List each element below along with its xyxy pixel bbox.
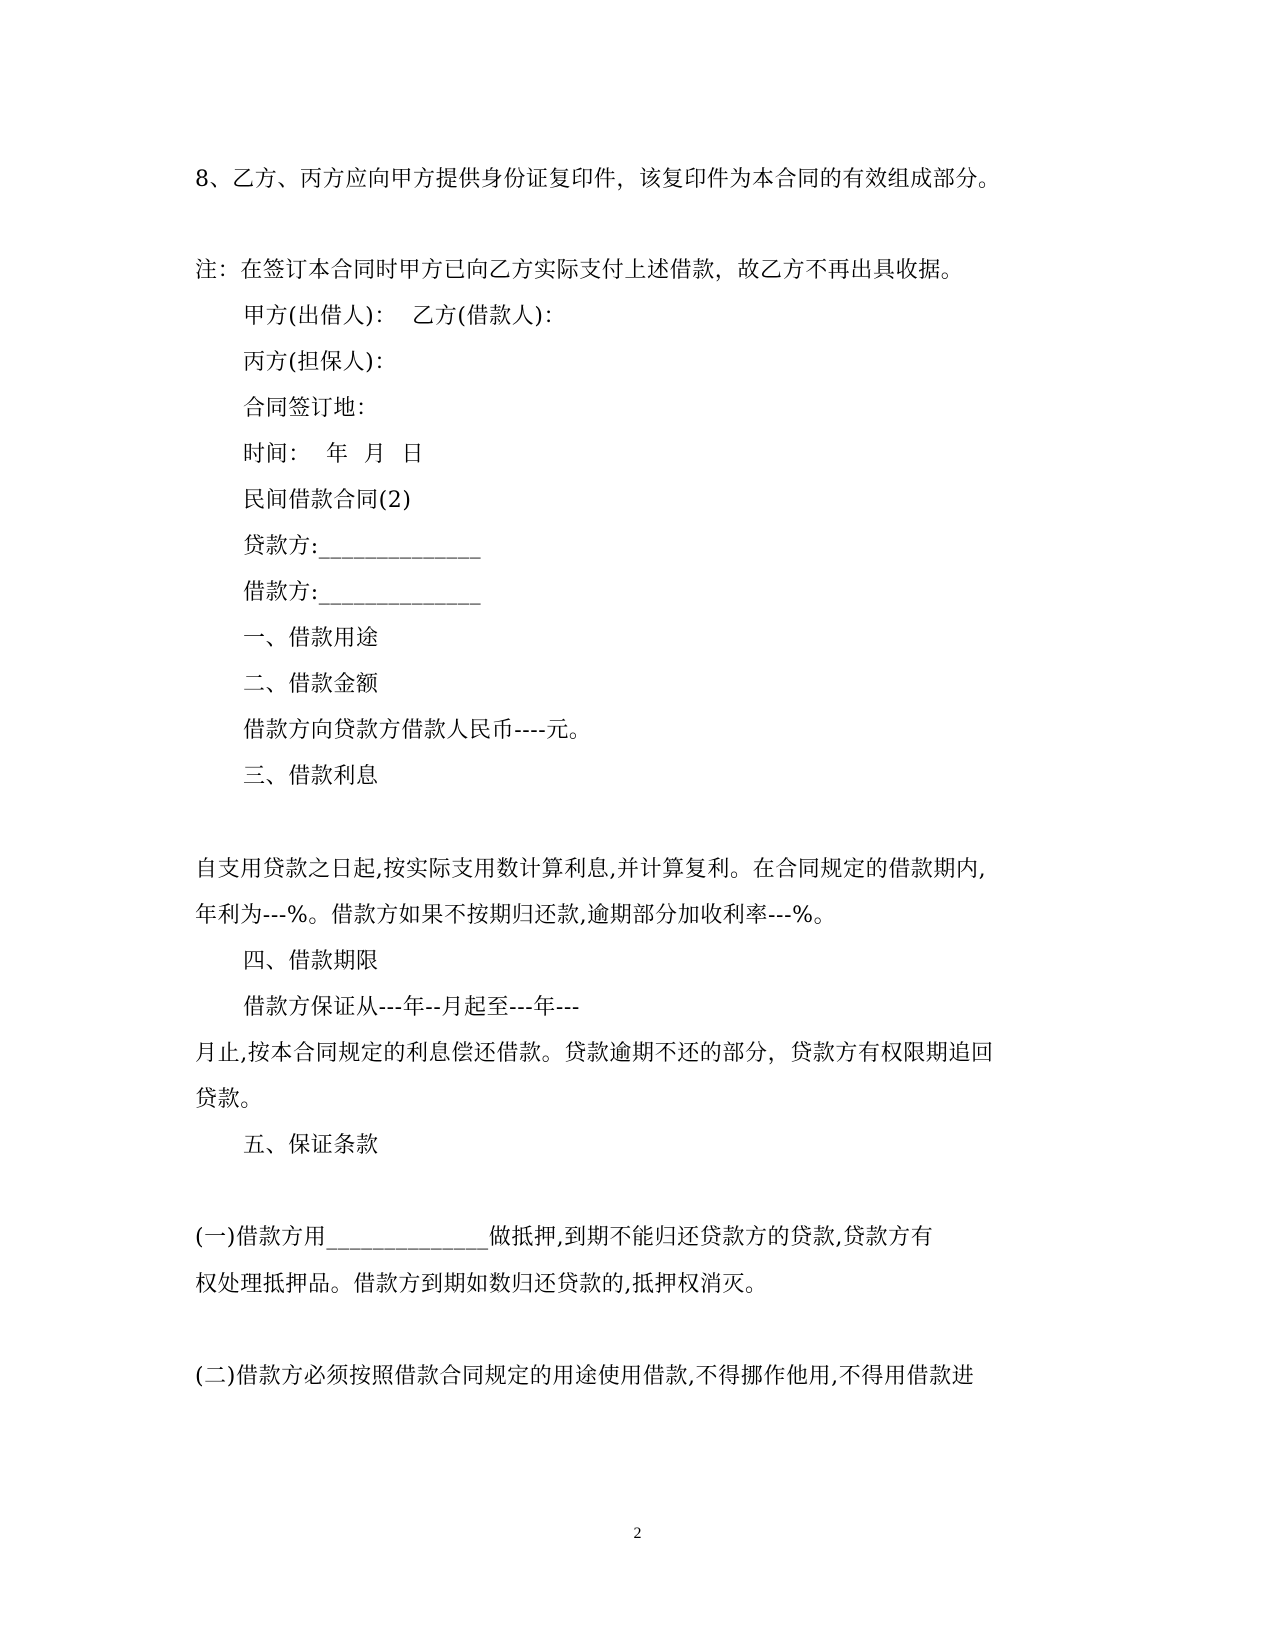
clause-8: 8、乙方、丙方应向甲方提供身份证复印件，该复印件为本合同的有效组成部分。 xyxy=(195,167,1001,192)
guarantee-1-line-1: (一)借款方用______________做抵押,到期不能归还贷款方的贷款,贷款方有 xyxy=(195,1225,934,1250)
section-4-heading: 四、借款期限 xyxy=(243,949,379,974)
signing-place-line: 合同签订地： xyxy=(243,396,379,421)
loan-amount-line: 借款方向贷款方借款人民币----元。 xyxy=(243,718,592,743)
note-line: 注：在签订本合同时甲方已向乙方实际支付上述借款，故乙方不再出具收据。 xyxy=(195,258,964,283)
term-line-3: 贷款。 xyxy=(195,1087,263,1112)
contract-title: 民间借款合同(2) xyxy=(243,488,412,513)
section-2-heading: 二、借款金额 xyxy=(243,672,379,697)
term-line-2: 月止,按本合同规定的利息偿还借款。贷款逾期不还的部分，贷款方有权限期追回 xyxy=(195,1041,994,1066)
party-ab-line: 甲方(出借人)： 乙方(借款人)： xyxy=(243,304,567,329)
date-line: 时间： 年 月 日 xyxy=(243,442,425,467)
guarantee-2-line-1: (二)借款方必须按照借款合同规定的用途使用借款,不得挪作他用,不得用借款进 xyxy=(195,1364,975,1389)
party-c-line: 丙方(担保人)： xyxy=(243,350,397,375)
lender-line: 贷款方:______________ xyxy=(243,534,482,559)
guarantee-1-line-2: 权处理抵押品。借款方到期如数归还贷款的,抵押权消灭。 xyxy=(195,1272,768,1297)
page-number: 2 xyxy=(633,1525,642,1542)
section-1-heading: 一、借款用途 xyxy=(243,626,379,651)
interest-line-1: 自支用贷款之日起,按实际支用数计算利息,并计算复利。在合同规定的借款期内, xyxy=(195,857,987,882)
term-line-1: 借款方保证从---年--月起至---年--- xyxy=(243,995,580,1020)
section-5-heading: 五、保证条款 xyxy=(243,1133,379,1158)
interest-line-2: 年利为---%。借款方如果不按期归还款,逾期部分加收利率---%。 xyxy=(195,903,837,928)
section-3-heading: 三、借款利息 xyxy=(243,764,379,789)
borrower-line: 借款方:______________ xyxy=(243,580,482,605)
